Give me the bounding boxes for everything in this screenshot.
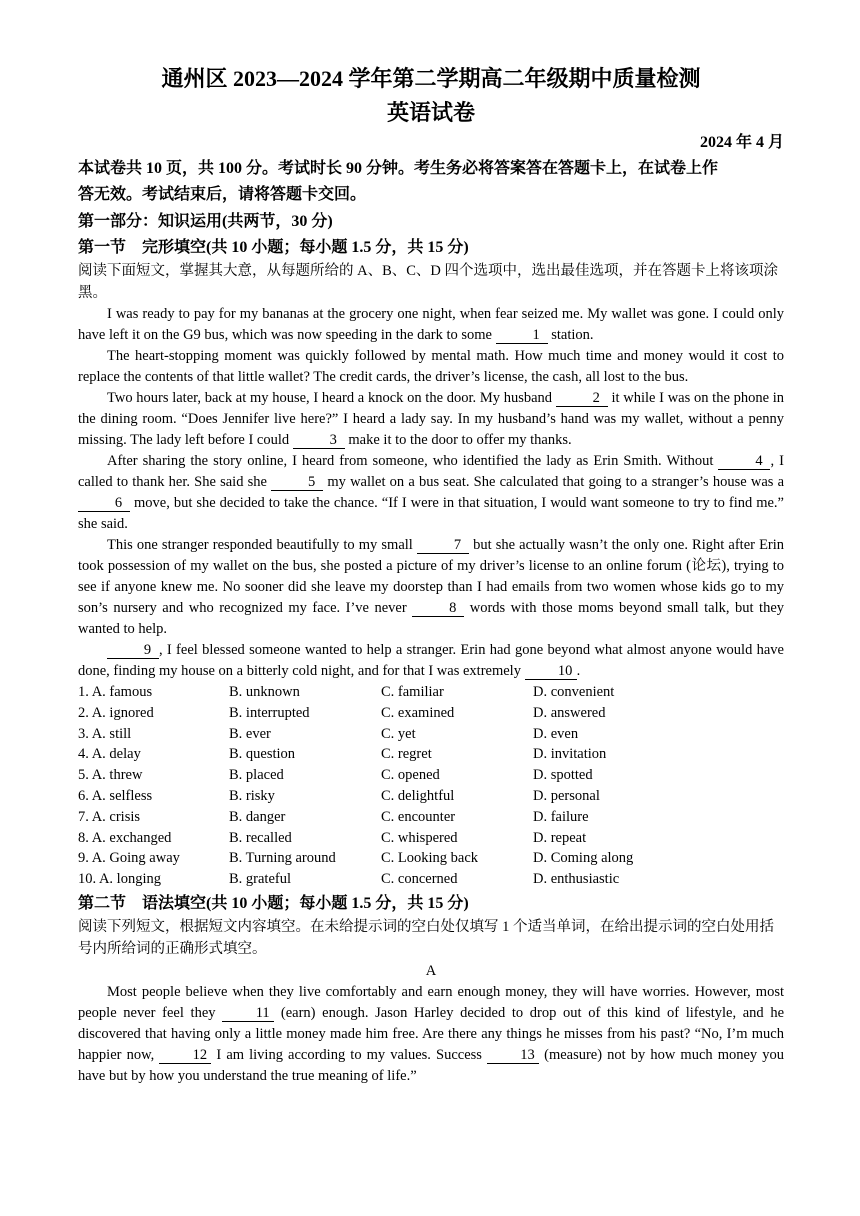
option-d: D. failure	[533, 808, 589, 825]
cloze-paragraph-6: 9 , I feel blessed someone wanted to help a stranger. Erin had gone beyond what almost anyone would have done, finding my house on a bitterly cold night, and for that I was extremely 10 .	[78, 642, 784, 679]
option-row	[78, 828, 784, 849]
option-c: C. regret	[381, 746, 432, 763]
section1-heading: 第一节 完形填空(共 10 小题；每小题 1.5 分，共 15 分)	[78, 239, 469, 256]
blank-4: 4	[718, 453, 770, 470]
options-table	[78, 682, 784, 890]
option-b: B. danger	[229, 808, 286, 825]
blank-2: 2	[556, 390, 608, 407]
option-c: C. familiar	[381, 684, 444, 700]
page-title: 通州区 2023—2024 学年第二学期高二年级期中质量检测	[161, 66, 701, 91]
option-b: B. recalled	[229, 829, 292, 846]
option-a: 1. A. famous	[78, 684, 153, 700]
exam-date: 2024 年 4 月	[699, 134, 784, 151]
option-row	[78, 848, 784, 869]
option-b: B. Turning around	[229, 850, 336, 867]
section2-instructions: 阅读下列短文，根据短文内容填空。在未给提示词的空白处仅填写 1 个适当单词，在给出提示词的空白处用括号内所给词的正确形式填空。	[78, 918, 774, 957]
notice-line-2: 答无效。考试结束后，请将答题卡交回。	[78, 186, 367, 203]
option-a: 5. A. threw	[78, 767, 143, 784]
option-a: 9. A. Going away	[78, 850, 180, 867]
option-d: D. convenient	[533, 684, 615, 700]
option-c: C. encounter	[381, 808, 456, 825]
option-a: 2. A. ignored	[78, 704, 154, 721]
option-c: C. whispered	[381, 829, 458, 846]
option-c: C. delightful	[381, 787, 455, 804]
cloze-paragraph-2: The heart-stopping moment was quickly followed by mental math. How much time and money would it cost to replace the contents of that little wallet? The credit cards, the driver’s license, the cash, all lost to the bus.	[78, 348, 784, 385]
option-row	[78, 765, 784, 786]
option-d: D. personal	[533, 787, 600, 804]
option-d: D. spotted	[533, 767, 593, 784]
blank-3: 3	[293, 432, 345, 449]
option-b: B. question	[229, 746, 296, 763]
section2-heading: 第二节 语法填空(共 10 小题；每小题 1.5 分，共 15 分)	[78, 894, 469, 912]
option-row	[78, 869, 784, 890]
option-b: B. placed	[229, 767, 284, 784]
option-b: B. grateful	[229, 871, 292, 888]
option-row	[78, 744, 784, 765]
option-c: C. yet	[381, 725, 416, 742]
cloze-paragraph-1: I was ready to pay for my bananas at the grocery one night, when fear seized me. My wallet was gone. I could only have left it on the G9 bus, which was now speeding in the dark to some 1 station.	[78, 306, 784, 343]
option-a: 6. A. selfless	[78, 787, 153, 804]
blank-13: 13	[487, 1047, 539, 1064]
option-c: C. examined	[381, 704, 455, 721]
option-row	[78, 807, 784, 828]
option-c: C. opened	[381, 767, 440, 784]
option-d: D. answered	[533, 704, 606, 721]
option-c: C. concerned	[381, 871, 458, 888]
blank-10: 10	[525, 663, 577, 680]
blank-11: 11	[222, 1005, 274, 1022]
option-d: D. enthusiastic	[533, 871, 620, 888]
option-a: 4. A. delay	[78, 746, 141, 763]
grammar-paragraph-1: Most people believe when they live comfortably and earn enough money, they will have worries. However, most people never feel they 11 (earn) enough. Jason Harley decided to drop out of this kind of lifestyle, and he discovered that having only a little money made him free. Are there any things he misses from his past? “No, I’m much happier now, 12 I am living according to my values. Success 13 (measure) not by how much money you have but by how you understand the true meaning of life.”	[78, 983, 785, 1084]
option-d: D. even	[533, 725, 579, 742]
option-a: 7. A. crisis	[78, 808, 141, 825]
blank-7: 7	[417, 537, 469, 554]
option-row	[78, 724, 784, 745]
blank-8: 8	[412, 600, 464, 617]
part1-heading: 第一部分：知识运用(共两节，30 分)	[78, 213, 333, 230]
cloze-paragraph-4: After sharing the story online, I heard from someone, who identified the lady as Erin Smith. Without 4 , I called to thank her. She said she 5 my wallet on a bus seat. She calculated that going to a stranger’s house was a 6 move, but she decided to take the chance. “If I were in that situation, I would want someone to try to find me.” she said.	[78, 453, 785, 532]
blank-12: 12	[159, 1047, 211, 1064]
option-b: B. unknown	[229, 684, 300, 700]
cloze-paragraph-5: This one stranger responded beautifully to my small 7 but she actually wasn’t the only one. Right after Erin took possession of my wallet on the bus, she posted a picture of my driver’s license to an online forum (论坛), trying to see if anyone knew me. No sooner did she leave my doorstep than I had emails from two women whose kids go to my son’s nursery and who recognized my face. I’ve never 8 words with those moms beyond small talk, but they wanted to help.	[78, 537, 785, 637]
option-b: B. risky	[229, 787, 275, 804]
blank-9: 9	[107, 642, 159, 659]
option-d: D. invitation	[533, 746, 607, 763]
exam-page	[78, 64, 784, 1087]
passage-label: A	[425, 962, 437, 979]
exam-notice	[78, 156, 784, 208]
option-a: 8. A. exchanged	[78, 829, 172, 846]
notice-line-1: 本试卷共 10 页，共 100 分。考试时长 90 分钟。考生务必将答案答在答题卡上，在试卷上作	[78, 160, 719, 177]
blank-6: 6	[78, 495, 130, 512]
option-b: B. ever	[229, 725, 271, 742]
blank-5: 5	[271, 474, 323, 491]
option-b: B. interrupted	[229, 704, 310, 721]
option-c: C. Looking back	[381, 850, 479, 867]
blank-1: 1	[496, 327, 548, 344]
option-row	[78, 703, 784, 724]
cloze-paragraph-3: Two hours later, back at my house, I heard a knock on the door. My husband 2 it while I was on the phone in the dining room. “Does Jennifer live here?” I heard a lady say. In my husband’s hand was my wallet, without a penny missing. The lady left before I could 3 make it to the door to offer my thanks.	[78, 390, 785, 448]
section1-instructions: 阅读下面短文，掌握其大意，从每题所给的 A、B、C、D 四个选项中，选出最佳选项，并在答题卡上将该项涂黑。	[78, 263, 779, 301]
page-subtitle: 英语试卷	[386, 100, 475, 125]
option-row	[78, 786, 784, 807]
option-d: D. repeat	[533, 829, 587, 846]
option-row	[78, 682, 784, 703]
option-a: 10. A. longing	[78, 871, 161, 888]
option-a: 3. A. still	[78, 725, 132, 742]
option-d: D. Coming along	[533, 850, 634, 867]
